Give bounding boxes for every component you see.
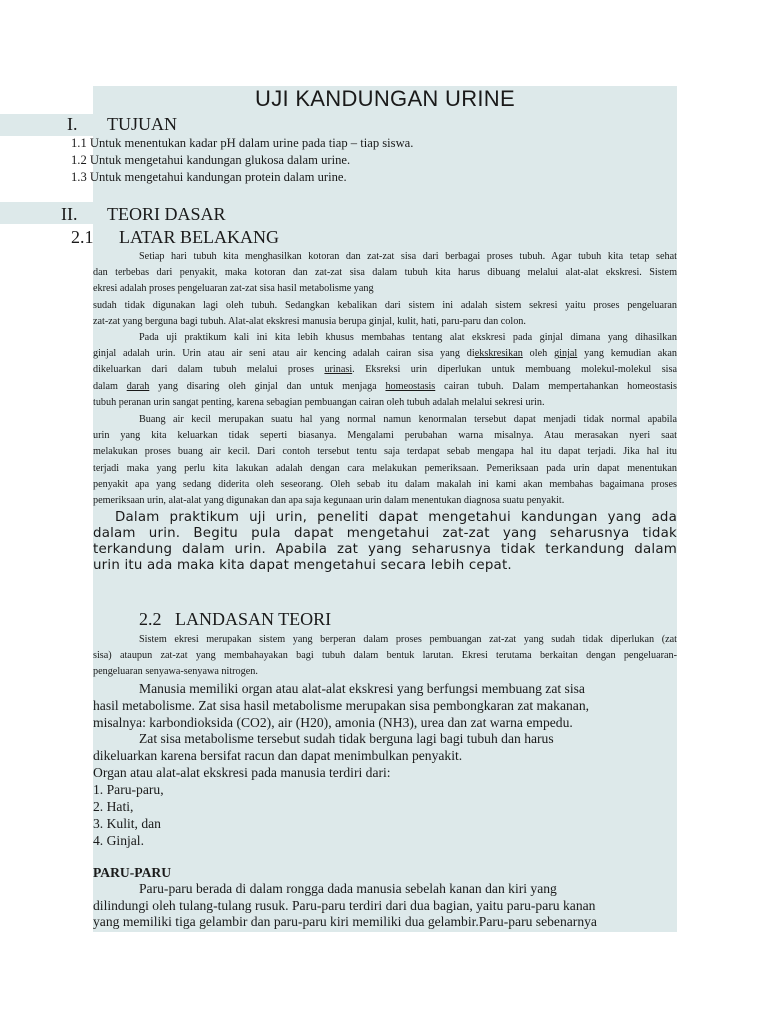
paragraph: Dalam praktikum uji urin, peneliti dapat mengetahui kandungan yang ada dalam urin. Begitu pula dapat mengetahui zat-zat yang seharusnya tidak terkandung dalam urin. Apabila zat yang seharusnya tidak terkandung dalam urin itu ada maka kita dapat mengetahui secara lebih cepat. xyxy=(93,510,677,573)
section-heading-teori-dasar: TEORI DASAR xyxy=(107,204,226,224)
section-number: I. xyxy=(67,114,78,134)
objective-text: Untuk mengetahui kandungan glukosa dalam urine. xyxy=(89,153,351,167)
paragraph: Buang air kecil merupakan suatu hal yang normal namun kenormalan tersebut dapat menjadi tidak normal apabila urin yang kita keluarkan tidak seperti biasanya. Mengalami perubahan warna misalnya. Atau merasakan nyeri saat melakukan proses buang air kecil. Dari contoh tersebut tentu saja terdapat sebab mengapa hal itu dapat terjadi. Jika hal itu terjadi maka yang perlu kita lakukan adalah dengan cara melakukan pemeriksaan. Pemeriksaan pada urin dapat menentukan penyakit apa yang sedang diderita oleh seseorang. Oleh sebab itu dalam makalah ini kami akan membahas bagaimana proses pemeriksaan urin, alat-alat yang digunakan dan apa saja kegunaan urin dalam menentukan diagnosa suatu penyakit. xyxy=(93,414,677,507)
list-item: 2. Hati, xyxy=(93,799,134,814)
organ-list xyxy=(93,764,677,849)
subsection-number: 2.2 xyxy=(139,609,162,629)
paragraph: Paru-paru berada di dalam rongga dada manusia sebelah kanan dan kiri yang dilindungi oleh tulang-tulang rusuk. Paru-paru terdiri dari dua bagian, yaitu paru-paru kanan yang memiliki tiga gelambir dan paru-paru kiri memiliki dua gelambir.Paru-paru sebenarnya xyxy=(93,881,597,930)
list-item: 1. Paru-paru, xyxy=(93,782,164,797)
link-ginjal[interactable]: ginjal xyxy=(554,348,578,360)
objective-number: 1.2 xyxy=(71,153,87,167)
list-item: 4. Ginjal. xyxy=(93,833,144,848)
list-item: 3. Kulit, dan xyxy=(93,816,161,831)
paragraph: Pada uji praktikum kali ini kita lebih khusus membahas tentang alat ekskresi pada ginjal dimana yang dihasilkan ginjal adalah urin. Urin atau air seni atau air kencing adalah cairan sisa yang diekskresikan oleh ginjal yang kemudian akan dikeluarkan dari dalam tubuh melalui proses urinasi. Eksreksi urin diperlukan untuk membuang molekul-molekul sisa dalam darah yang disaring oleh ginjal dan untuk menjaga homeostasis cairan tubuh. Dalam mempertahankan homeostasis tubuh peranan urin sangat penting, karena sebagian pembuangan cairan oleh tubuh adalah melalui sekresi urin. xyxy=(93,332,677,408)
link-homeostasis[interactable]: homeostasis xyxy=(385,380,436,392)
link-urinasi[interactable]: urinasi xyxy=(324,364,353,376)
paragraph: Manusia memiliki organ atau alat-alat ekskresi yang berfungsi membuang zat sisa hasil metabolisme. Zat sisa hasil metabolisme merupakan sisa pembongkaran zat makanan, misalnya: karbondioksida (CO2), air (H20), amonia (NH3), urea dan zat warna empedu. xyxy=(93,681,590,730)
paragraph: Sistem ekresi merupakan sistem yang berperan dalam proses pembuangan zat-zat yang sudah tidak diperlukan (zat sisa) ataupun zat-zat yang membahayakan bagi tubuh dalam bentuk larutan. Ekresi terutama berkaitan dengan pengeluaran- pengeluaran senyawa-senyawa nitrogen. xyxy=(93,634,677,678)
objective-number: 1.1 xyxy=(71,136,87,150)
heading-highlight-band xyxy=(0,202,93,224)
link-darah[interactable]: darah xyxy=(126,380,150,392)
objective-item xyxy=(71,153,350,168)
link-ekskresikan[interactable]: ekskresikan xyxy=(474,348,523,360)
paragraph: Zat sisa metabolisme tersebut sudah tidak berguna lagi bagi tubuh dan harus dikeluarkan karena bersifat racun dan dapat menimbulkan penyakit. xyxy=(93,731,554,763)
subsection-heading-latar-belakang: LATAR BELAKANG xyxy=(119,227,280,247)
list-intro: Organ atau alat-alat ekskresi pada manusia terdiri dari: xyxy=(93,765,391,780)
objective-text: Untuk menentukan kadar pH dalam urine pada tiap – tiap siswa. xyxy=(89,136,414,150)
objective-text: Untuk mengetahui kandungan protein dalam urine. xyxy=(89,170,347,184)
objective-number: 1.3 xyxy=(71,170,87,184)
document-title: UJI KANDUNGAN URINE xyxy=(255,86,515,111)
subsection-number: 2.1 xyxy=(71,227,94,247)
objective-item xyxy=(71,170,347,185)
section-number: II. xyxy=(61,204,78,224)
objective-item xyxy=(71,136,413,151)
heading-paru-paru: PARU-PARU xyxy=(93,865,172,880)
section-heading-tujuan: TUJUAN xyxy=(107,114,177,134)
subsection-heading-landasan-teori: LANDASAN TEORI xyxy=(175,609,332,629)
paragraph: Setiap hari tubuh kita menghasilkan kotoran dan zat-zat sisa dari berbagai proses tubuh. Agar tubuh kita tetap sehat dan terbebas dari penyakit, maka kotoran dan zat-zat sisa dalam tubuh kita harus dibuang melalui alat-alat ekskresi. Sistem ekresi adalah proses pengeluaran zat-zat sisa hasil metabolisme yang sudah tidak digunakan lagi oleh tubuh. Sedangkan kebalikan dari sistem ini adalah sistem sekresi yaitu proses pengeluaran zat-zat yang berguna bagi tubuh. Alat-alat ekskresi manusia berupa ginjal, kulit, hati, paru-paru dan colon. xyxy=(93,251,677,327)
heading-highlight-band xyxy=(0,114,100,136)
